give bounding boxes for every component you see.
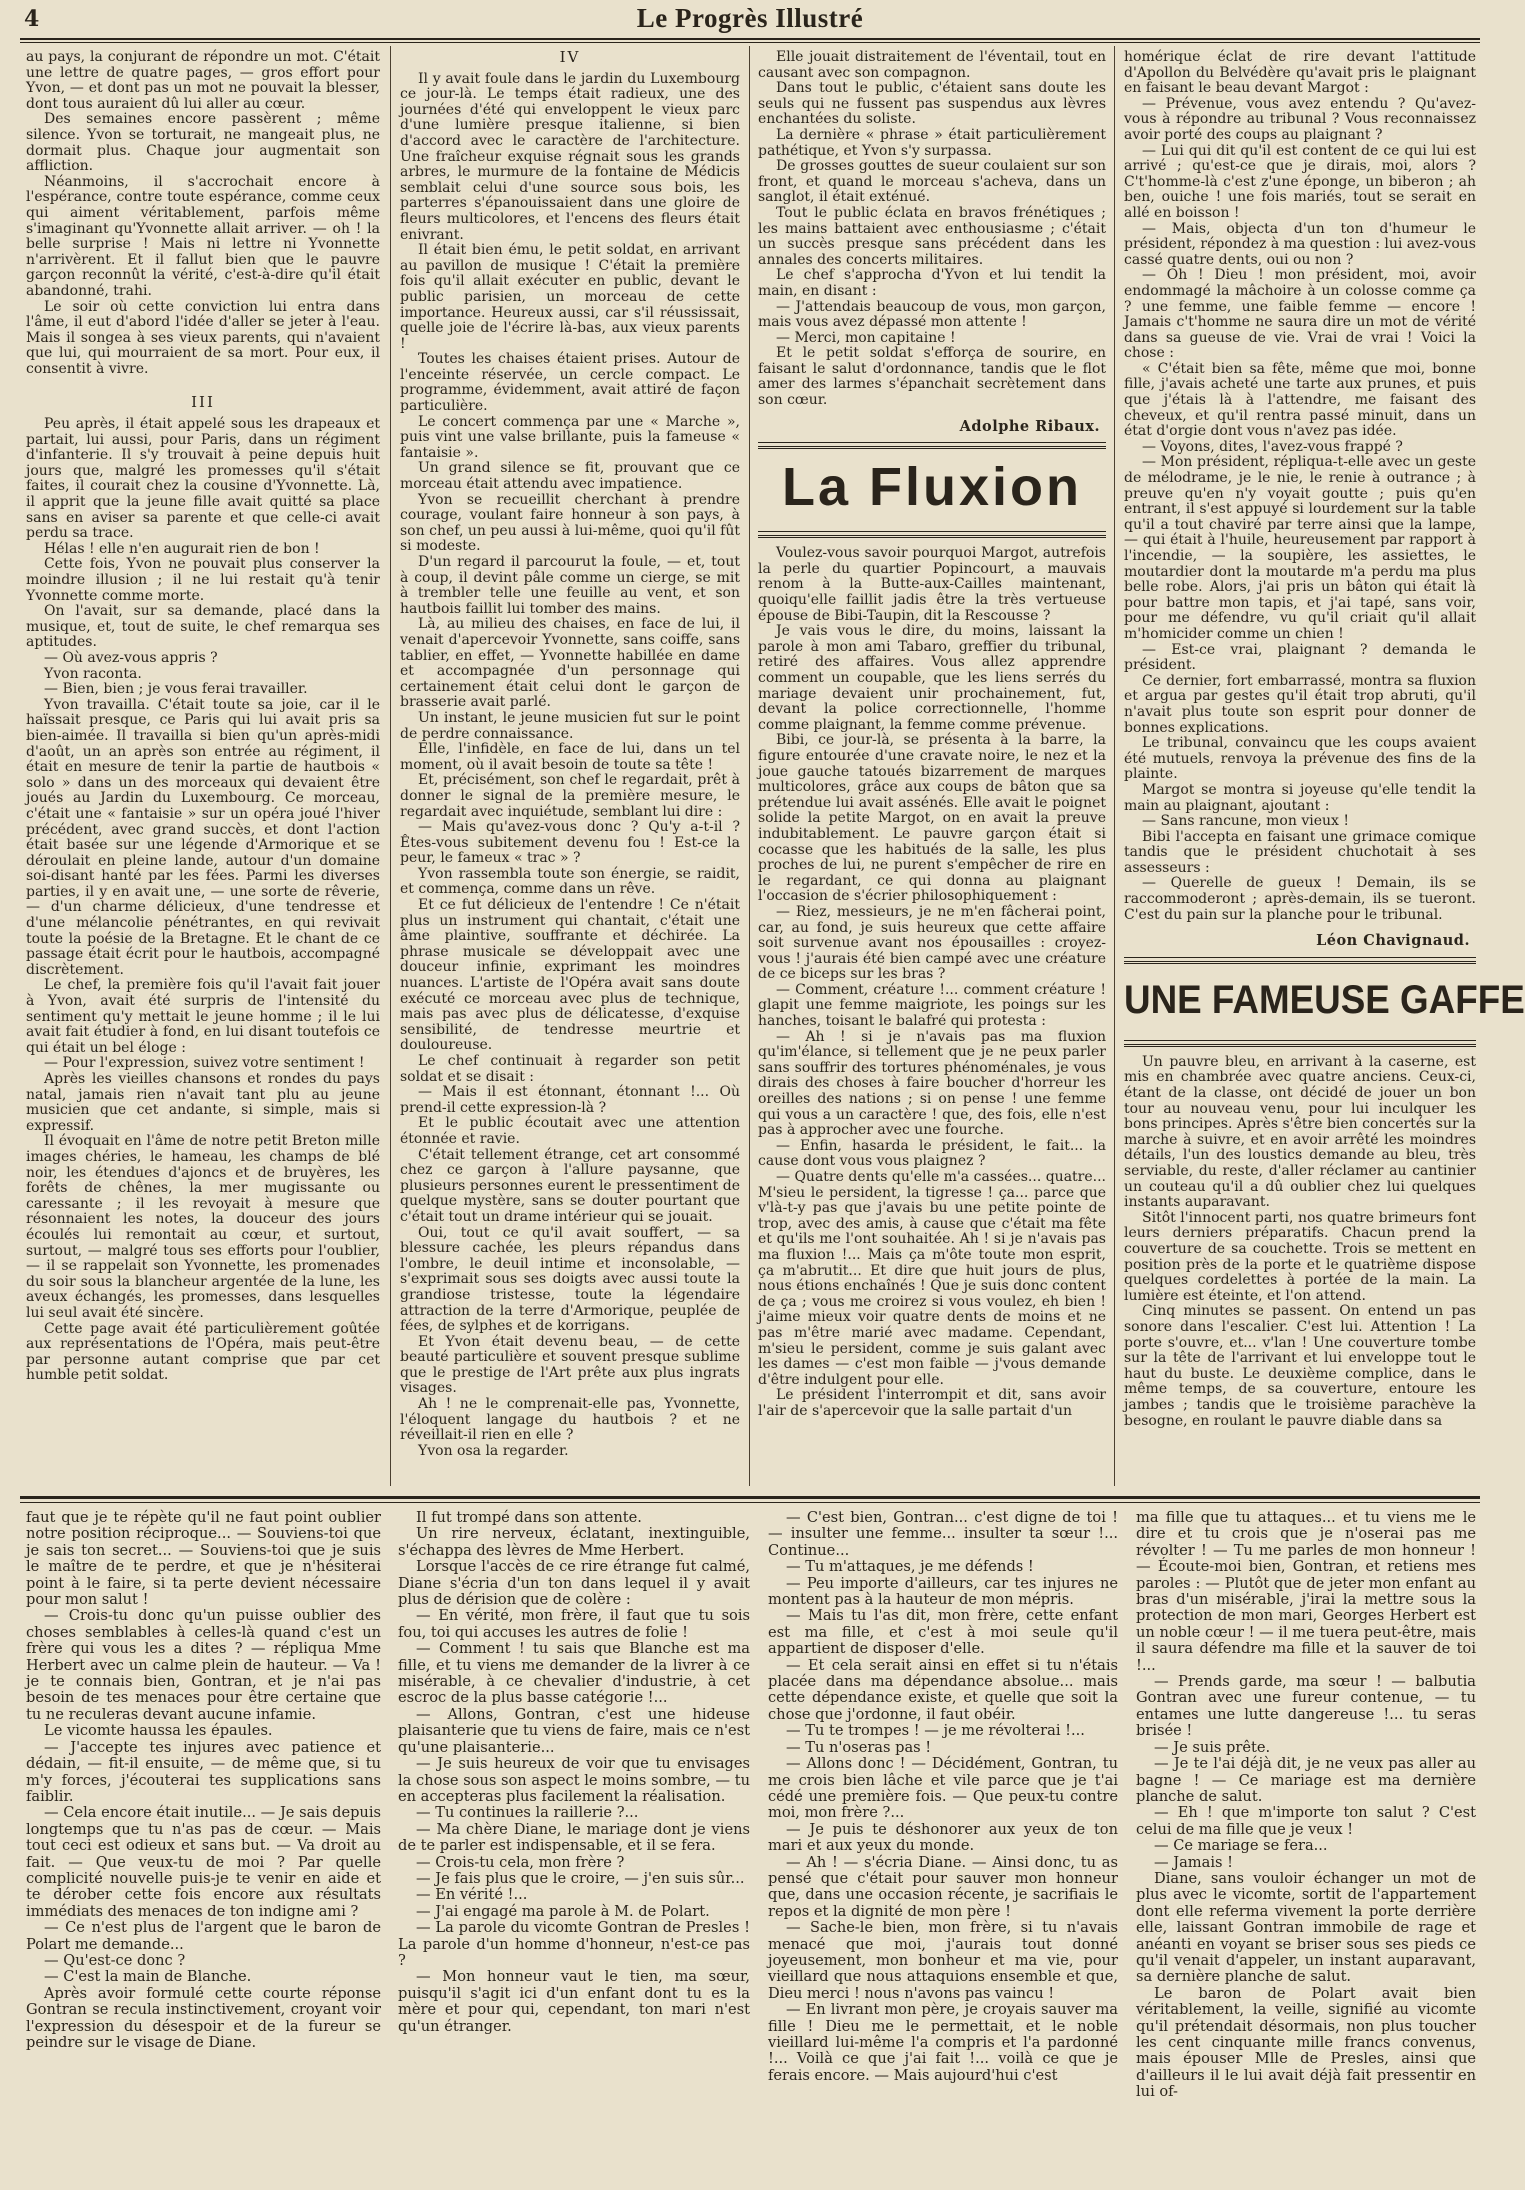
paragraph: Yvon osa la regarder. (418, 1442, 569, 1459)
paragraph: — Tu te trompes ! — je me révolterai !... (786, 1722, 1085, 1740)
feuilleton-rule-thin (20, 1502, 1480, 1503)
paragraph: Néanmoins, il s'accrochait encore à l'espérance, contre toute espérance, comme ceux qui aiment véritablement, parfois même s'imaginant qu'Yvonnette allait arriver. — oh ! la belle surprise ! Mais ni lettre ni Yvonnette n'arrivèrent. Et il fallut bien que le pauvre garçon reconnût la vérité, c'est-à-dire qu'il était abandonné, trahi. (26, 173, 380, 299)
paragraph: Toutes les chaises étaient prises. Autour de l'enceinte réservée, un cercle compact. Le programme, évidemment, avait attiré de façon particulière. (400, 351, 740, 415)
paragraph: — Je puis te déshonorer aux yeux de ton mari et aux yeux du monde. (768, 1820, 1118, 1855)
paragraph: — Sans rancune, mon vieux ! (1142, 813, 1349, 830)
paragraph: Oui, tout ce qu'il avait souffert, — sa blessure cachée, les pleurs répandus dans l'ombre, le deuil intime et inconsolable, — s'exprimait sous ses doigts avec aussi toute la grandiose tristesse, toute la légendaire attraction de la terre d'Armorique, peuplée de fées, de sylphes et de korrigans. (400, 1224, 740, 1335)
column-2 (400, 50, 740, 1486)
paragraph: Cette page avait été particulièrement goûtée aux représentations de l'Opéra, mais peut-être par personne autant comprise que par cet humble petit soldat. (26, 1320, 380, 1384)
paragraph: Un rire nerveux, éclatant, inextinguible, s'échappa des lèvres de Mme Herbert. (398, 1525, 750, 1559)
paragraph: — Mais il est étonnant, étonnant !... Où prend-il cette expression-là ? (400, 1084, 740, 1116)
paragraph: — Je te l'ai déjà dit, je ne veux pas aller au bagne ! — Ce mariage est ma dernière planche de salut. (1136, 1755, 1476, 1805)
paragraph: — En vérité, mon frère, il faut que tu sois fou, toi qui accuses les autres de folie ! (398, 1607, 750, 1641)
paragraph: — Je suis heureux de voir que tu envisages la chose sous son aspect le moins sombre, — tu en accepteras plus facilement la réalisation. (398, 1755, 750, 1805)
paragraph: Le chef, la première fois qu'il l'avait fait jouer à Yvon, avait été surpris de l'intensité du sentiment qu'y mettait le jeune homme ; il le lui avait fait étudier à fond, en lui disant toutefois ce qui était un bel éloge : (26, 977, 380, 1056)
paragraph: — Mais, objecta d'un ton d'humeur le président, répondez à ma question : lui avez-vous cassé quatre dents, oui ou non ? (1124, 220, 1476, 268)
paragraph: Un instant, le jeune musicien fut sur le point de perdre connaissance. (400, 709, 740, 742)
paragraph: — Cela encore était inutile... — Je sais depuis longtemps que tu n'as pas de cœur. — Mais tout ceci est odieux et sans but. — Va droit au fait. — Que veux-tu de moi ? Par quelle complicité nouvelle puis-je te venir en aide et te dérober cette fois encore aux résultats immédiats des menaces de ton indigne ami ? (26, 1804, 381, 1920)
paragraph: — Allons, Gontran, c'est une hideuse plaisanterie que tu viens de faire, mais ce n'est qu'une plaisanterie... (398, 1705, 750, 1756)
paragraph: Ah ! ne le comprenait-elle pas, Yvonnette, l'éloquent langage du hautbois ? et ne réveillait-il rien en elle ? (400, 1396, 740, 1444)
paragraph: — Comment, créature !... comment créature ! glapit une femme maigriote, les poings sur les hanches, toisant le balafré qui protesta : (758, 981, 1106, 1030)
paragraph: homérique éclat de rire devant l'attitude d'Apollon du Belvédère qu'avait pris le plaignant en faisant le beau devant Margot : (1124, 49, 1476, 97)
paragraph: — Tu n'oseras pas ! (786, 1738, 932, 1756)
paragraph: — Mais qu'avez-vous donc ? Qu'y a-t-il ? Êtes-vous subitement devenu fou ! Est-ce la peur, le fameux « trac » ? (400, 819, 740, 867)
paragraph: Un pauvre bleu, en arrivant à la caserne, est mis en chambrée avec quatre anciens. Ceux-ci, étant de la classe, ont décidé de jouer un bon tour au nouveau venu, pour lui inculquer les bons principes. Après s'être bien concertés sur la marche à suivre, et en avoir arrêté les moindres détails, l'un des loustics demande au bleu, très serviable, du reste, d'aller réclamer au cantinier un couteau qu'il a dû oublier chez lui quelques instants auparavant. (1124, 1053, 1476, 1211)
paragraph: Et ce fut délicieux de l'entendre ! Ce n'était plus un instrument qui chantait, c'était une âme plaintive, souffrante et déchirée. La phrase musicale se développait avec une douceur infinie, exprimant les moindres nuances. L'artiste de l'Opéra avait sans doute exécuté ce morceau avec plus de technique, mais pas avec plus de délicatesse, d'exquise sensibilité, de tendresse meurtrie et douloureuse. (400, 897, 740, 1054)
story-divider (758, 442, 1106, 449)
column-rule (390, 46, 391, 1486)
feuilleton-rule (20, 1496, 1480, 1499)
paragraph: — J'ai engagé ma parole à M. de Polart. (416, 1902, 710, 1920)
paragraph: — Ma chère Diane, le mariage dont je viens de te parler est indispensable, et il se fera. (398, 1820, 750, 1855)
story-divider (758, 531, 1106, 538)
paragraph: — C'est bien, Gontran... c'est digne de toi ! — insulter une femme... insulter ta sœur !... Continue... (768, 1509, 1118, 1559)
paragraph: — Je fais plus que le croire, — j'en suis sûr... (416, 1869, 745, 1887)
paragraph: Un grand silence se fit, prouvant que ce morceau était attendu avec impatience. (400, 460, 740, 493)
paragraph: — Voyons, dites, l'avez-vous frappé ? (1142, 438, 1403, 455)
paragraph: — Eh ! que m'importe ton salut ? C'est celui de ma fille que je veux ! (1136, 1804, 1476, 1838)
paragraph: Voulez-vous savoir pourquoi Margot, autrefois la perle du quartier Popincourt, a mauvais renom à la Butte-aux-Cailles maintenant, quoiqu'elle faillit jadis être la très vertueuse épouse de Bibi-Taupin, dit la Rescousse ? (758, 545, 1106, 624)
paragraph: Je vais vous le dire, du moins, laissant la parole à mon ami Tabaro, greffier du tribunal, retiré des affaires. Vous allez apprendre comment un coupable, que les liens serrés du mariage devaient unir prochainement, fut, devant la police correctionnelle, l'homme comme plaignant, la femme comme prévenue. (758, 623, 1106, 733)
paragraph: Peu après, il était appelé sous les drapeaux et partait, lui aussi, pour Paris, dans un régiment d'infanterie. Il s'y trouvait à peine depuis huit jours que, malgré les promesses qu'il s'était faites, il courait chez la cousine d'Yvonnette. Là, il apprit que la jeune fille avait quitté sa place sans en aviser sa parente et que celle-ci avait perdu sa trace. (26, 416, 380, 542)
paragraph: — Crois-tu cela, mon frère ? (416, 1853, 625, 1871)
paragraph: D'un regard il parcourut la foule, — et, tout à coup, il devint pâle comme un cierge, se mit à trembler telle une feuille au vent, et son hautbois faillit lui tomber des mains. (400, 554, 740, 617)
paragraph: — Querelle de gueux ! Demain, ils se raccommoderont ; après-demain, ils se tueront. C'est du pain sur la planche pour le tribunal. (1124, 875, 1476, 923)
paragraph: — Enfin, hasarda le président, le fait... la cause dont vous vous plaignez ? (758, 1137, 1106, 1170)
paragraph: Sitôt l'innocent parti, nos quatre brimeurs font leurs derniers préparatifs. Chacun prend la couverture de sa couchette. Trois se mettent en position près de la porte et le quatrième dispose quelques cordelettes à portée de la main. La lumière est éteinte, et l'on attend. (1124, 1209, 1476, 1304)
section-number: III (191, 393, 215, 412)
paragraph: Cette fois, Yvon ne pouvait plus conserver la moindre illusion ; il ne lui restait qu'à tenir Yvonnette comme morte. (26, 556, 380, 604)
paragraph: — Merci, mon capitaine ! (776, 329, 956, 346)
paragraph: — Ah ! — s'écria Diane. — Ainsi donc, tu as pensé que c'était pour sauver mon honneur que, dans une occasion récente, je sacrifiais le repos et la dignité de mon père ! (768, 1853, 1118, 1920)
paragraph: Le chef s'approcha d'Yvon et lui tendit la main, en disant : (758, 267, 1106, 299)
paragraph: Le président l'interrompit et dit, sans avoir l'air de s'apercevoir que la salle partait d'un (758, 1387, 1106, 1419)
paragraph: Hélas ! elle n'en augurait rien de bon ! (44, 540, 320, 557)
paragraph: Diane, sans vouloir échanger un mot de plus avec le vicomte, sortit de l'appartement dont elle referma vivement la porte derrière elle, laissant Gontran immobile de rage et anéanti en voyant se briser sous ses pieds ce qu'il venait d'appeler, un instant auparavant, sa dernière planche de salut. (1136, 1869, 1476, 1986)
paragraph: Il était bien ému, le petit soldat, en arrivant au pavillon de musique ! C'était la première fois qu'il allait exécuter en public, devant le public parisien, un morceau de cette importance. Heureux aussi, car s'il réussissait, quelle joie de l'écrire là-bas, aux vieux parents ! (400, 242, 740, 352)
paragraph: — Jamais ! (1154, 1853, 1233, 1871)
paragraph: Et Yvon était devenu beau, — de cette beauté particulière et souvent presque sublime que le prestige de l'Art prête aux plus ingrats visages. (400, 1333, 740, 1397)
paragraph: Cinq minutes se passent. On entend un pas sonore dans l'escalier. C'est lui. Attention ! La porte s'ouvre, et... v'lan ! Une couverture tombe sur la tête de l'arrivant et lui enveloppe tout le haut du buste. Le deuxième complice, dans le même temps, de sa couverture, entoure les jambes ; tandis que le troisième parachève la besogne, en roulant le pauvre diable dans sa (1124, 1303, 1476, 1429)
paragraph: Yvon raconta. (44, 665, 142, 682)
paragraph: — Ce n'est plus de l'argent que le baron de Polart me demande... (26, 1919, 381, 1953)
paragraph: Et, précisément, son chef le regardait, prêt à donner le signal de la première mesure, le regardait avec inquiétude, semblant lui dire : (400, 772, 740, 820)
feuilleton-column-3 (768, 1510, 1118, 2180)
paragraph: « C'était bien sa fête, même que moi, bonne fille, j'avais acheté une tarte aux prunes, et puis que j'étais là à l'attendre, me faisant des cheveux, et qu'il rentra passé minuit, dans un état d'orgie dont vous n'avez pas idée. (1124, 360, 1476, 440)
paragraph: — Crois-tu donc qu'un puisse oublier des choses semblables à celles-là quand c'est un frère qui vous les a dites ? — répliqua Mme Herbert avec un calme plein de hauteur. — Va ! je te connais bien, Gontran, et je n'ai pas besoin de tes menaces pour être certaine que tu ne reculeras devant aucune infamie. (26, 1607, 381, 1723)
paragraph: Il évoquait en l'âme de notre petit Breton mille images chéries, le hameau, les champs de blé noir, les étendues d'ajoncs et de bruyères, les forêts de chênes, la mer mugissante ou caressante ; il les revoyait à mesure que résonnaient les notes, la douceur des jours écoulés lui remontait au cœur, et surtout, surtout, — malgré tous ses efforts pour l'oublier, — il se rappelait son Yvonnette, les promenades du soir sous la blancheur argentée de la lune, les aveux échangés, les promesses, dans lesquelles lui seul avait été sincère. (26, 1133, 380, 1321)
paragraph: ma fille que tu attaques... et tu viens me le dire et tu crois que je n'oserai pas me révolter ! — Tu me parles de mon honneur ! — Écoute-moi bien, Gontran, et retiens mes paroles : — Plutôt que de jeter mon enfant au bras d'un misérable, j'irai la mettre sous la protection de mon mari, Georges Herbert est un noble cœur ! — il me tuera peut-être, mais il saura défendre ma fille et la sauver de toi !... (1136, 1509, 1476, 1674)
paragraph: — J'attendais beaucoup de vous, mon garçon, mais vous avez dépassé mon attente ! (758, 298, 1106, 331)
paragraph: Après avoir formulé cette courte réponse Gontran se recula instinctivement, croyant voir l'expression du désespoir et de la fureur se peindre sur le visage de Diane. (26, 1984, 381, 2051)
feuilleton-column-4 (1136, 1510, 1476, 2180)
paragraph: Il y avait foule dans le jardin du Luxembourg ce jour-là. Le temps était radieux, une des journées d'été qui enveloppent le vieux parc d'une lumière presque italienne, si bien d'accord avec le caractère de l'architecture. Une fraîcheur exquise régnait sous les grands arbres, le murmure de la fontaine de Médicis semblait celui d'une source sous bois, les parterres s'épanouissaient dans une gloire de fleurs multicolores, et l'encens des fleurs était enivrant. (400, 70, 740, 243)
paragraph: — Mais tu l'as dit, mon frère, cette enfant est ma fille, et c'est à moi seule qu'il appartient de disposer d'elle. (768, 1607, 1118, 1658)
column-4 (1124, 49, 1525, 1486)
paragraph: Il fut trompé dans son attente. (416, 1509, 642, 1526)
paragraph: — Et cela serait ainsi en effet si tu n'étais placée dans ma dépendance absolue... mais cette dépendance existe, et quelle que soit la chose que j'ordonne, il faut obéir. (768, 1656, 1118, 1723)
column-1 (26, 50, 380, 1486)
author-signature: Léon Chavignaud. (1316, 932, 1470, 950)
paragraph: Et le petit soldat s'efforça de sourire, en faisant le salut d'ordonnance, tandis que le flot amer des larmes s'épanchait secrètement dans son cœur. (758, 345, 1106, 409)
header-rule (20, 38, 1480, 40)
paragraph: — Tu continues la raillerie ?... (416, 1804, 639, 1822)
paragraph: — Comment ! tu sais que Blanche est ma fille, et tu viens me demander de la livrer à ce misérable, à ce chevalier d'industrie, à cet escroc de la plus basse catégorie !... (398, 1640, 750, 1707)
page-header (0, 0, 1500, 40)
paragraph: La dernière « phrase » était particulièrement pathétique, et Yvon s'y surpassa. (758, 126, 1106, 159)
column-rule (749, 46, 750, 1486)
paragraph: C'était tellement étrange, cet art consommé chez ce garçon à l'allure paysanne, que plusieurs personnes eurent le pressentiment de quelque mystère, sans se douter pourtant que c'était tout un drame intérieur qui se jouait. (400, 1146, 740, 1225)
story-divider (1124, 957, 1476, 964)
paragraph: — Peu importe d'ailleurs, car tes injures ne montent pas à la hauteur de mon mépris. (768, 1574, 1118, 1609)
paragraph: — Quatre dents qu'elle m'a cassées... quatre... M'sieu le persident, la tigresse ! ça... parce que v'là-t-y pas que j'avais bu une petite pointe de trop, avec des amis, à cause que c'était ma fête et qu'ils me l'ont souhaitée. Ah ! si je n'avais pas ma fluxion !... Mais ça m'ôte toute mon esprit, ça m'abrutit... Et dire que huit jours de plus, nous étions enchaînés ! Que je suis donc content de ça ; vous me croirez si vous voulez, eh bien ! j'aime mieux voir quatre dents de moins et ne pas m'être marié avec madame. Cependant, m'sieu le persident, comme je suis galant avec les dames — c'est mon faible — j'vous demande d'être indulgent pour elle. (758, 1169, 1106, 1388)
paragraph: Après les vieilles chansons et rondes du pays natal, jamais rien n'avait tant plu au jeune musicien que cet andante, si simple, mais si expressif. (26, 1071, 380, 1134)
story-title: UNE FAMEUSE GAFFE (1124, 977, 1525, 1022)
paragraph: Le chef continuait à regarder son petit soldat et se disait : (400, 1053, 740, 1085)
paragraph: Elle, l'infidèle, en face de lui, dans un tel moment, où il avait besoin de toute sa tête ! (400, 741, 740, 773)
paragraph: — Riez, messieurs, je ne m'en fâcherai point, car, au fond, je suis heureux que cette affaire soit survenue avant nos épousailles : croyez-vous ! j'aurais été bien campé avec une créature de ce biceps sur les bras ? (758, 903, 1106, 983)
paragraph: — Prévenue, vous avez entendu ? Qu'avez-vous à répondre au tribunal ? Vous reconnaissez avoir porté des coups au plaignant ? (1124, 95, 1476, 143)
paragraph: Yvon rassembla toute son énergie, se raidit, et commença, comme dans un rêve. (400, 865, 740, 898)
paragraph: Ce dernier, fort embarrassé, montra sa fluxion et argua par gestes qu'il était trop abruti, qu'il n'avait plus toute son esprit pour donner de bonnes explications. (1124, 672, 1476, 736)
paragraph: Le concert commença par une « Marche », puis vint une valse brillante, puis la fameuse « fantaisie ». (400, 413, 740, 461)
paragraph: Yvon travailla. C'était toute sa joie, car il le haïssait presque, ce Paris qui lui avait pris sa bien-aimée. Il travailla si bien qu'un après-midi d'août, un an après son entrée au régiment, il était en mesure de tenir la partie de hautbois « solo » dans un des morceaux qui devaient être joués au Jardin du Luxembourg. Ce morceau, c'était une « fantaisie » sur un opéra joué l'hiver précédent, avec grand succès, et dont l'action était basée sur une légende d'Armorique et se déroulait en pleine lande, autour d'un domaine soi-disant hanté par les fées. Parmi les diverses parties, il y en avait une, — une sorte de rêverie, — d'un charme délicieux, d'une tendresse et d'une mélancolie pénétrantes, en qui revivait toute la poésie de la Bretagne. Et le chant de ce passage était écrit pour le hautbois, accompagné discrètement. (26, 696, 380, 978)
paragraph: au pays, la conjurant de répondre un mot. C'était une lettre de quatre pages, — gros effort pour Yvon, — et dont pas un mot ne pouvait la blesser, dont tous auraient dû lui aller au cœur. (26, 49, 380, 112)
paragraph: — Lui qui dit qu'il est content de ce qui lui est arrivé ; qu'est-ce que je dirais, moi, alors ? C't'homme-là c'est z'une éponge, un biberon ; ah ben, ouiche ! une fois mariés, tout se serait en allé en boisson ! (1124, 142, 1476, 221)
paragraph: — Oh ! Dieu ! mon président, moi, avoir endommagé la mâchoire à un colosse comme ça ? une femme, une faible femme — encore ! Jamais c't'homme ne saura dire un mot de vérité dans sa gueuse de vie. Vrai de vrai ! Voici la chose : (1124, 267, 1476, 362)
paragraph: Le baron de Polart avait bien véritablement, la veille, signifié au vicomte qu'il prétendait désormais, non plus toucher les cent cinquante mille francs convenus, mais épouser Mlle de Presles, ainsi que d'ailleurs il le lui avait déjà fait pressentir en lui of- (1136, 1984, 1476, 2101)
feuilleton-column-2 (398, 1510, 750, 2180)
paragraph: Margot se montra si joyeuse qu'elle tendit la main au plaignant, ajoutant : (1124, 781, 1476, 814)
section-number: IV (559, 48, 581, 66)
author-signature: Adolphe Ribaux. (959, 417, 1100, 435)
paragraph: Et le public écoutait avec une attention étonnée et ravie. (400, 1115, 740, 1147)
masthead-title: Le Progrès Illustré (636, 3, 864, 33)
paragraph: — Allons donc ! — Décidément, Gontran, tu me crois bien lâche et vile parce que je t'ai cédé une première fois. — Que peux-tu contre moi, mon frère ?... (768, 1755, 1118, 1822)
paragraph: — Mon honneur vaut le tien, ma sœur, puisqu'il s'agit ici d'un enfant dont tu es la mère et pour qui, cependant, ton mari n'est qu'un étranger. (398, 1968, 750, 2035)
paragraph: — Mon président, répliqua-t-elle avec un geste de mélodrame, je le nie, le renie à outrance ; à preuve qu'en n'y voyait goutte ; puis qu'en entrant, il s'est appuyé si lourdement sur la table qu'il a tout chaviré par terre ainsi que la lampe, — qui était à l'huile, heureusement par rapport à l'incendie, — la soupière, les assiettes, le moutardier dont la moutarde m'a perdu ma plus belle robe. Alors, j'ai pris un bâton qui était là pour battre mon tapis, et j'ai tapé, sans voir, pour me défendre, vu qu'il criait qu'il allait m'homicider comme un chien ! (1124, 454, 1476, 642)
column-3 (758, 50, 1106, 1486)
paragraph: Tout le public éclata en bravos frénétiques ; les mains battaient avec enthousiasme ; c'était un succès presque sans précédent dans les annales des concerts militaires. (758, 204, 1106, 268)
paragraph: Bibi, ce jour-là, se présenta à la barre, la figure entourée d'une cravate noire, le nez et la joue gauche tatoués bizarrement de marques multicolores, grâce aux coups de bâton que sa prétendue lui avait assénés. Elle avait le poignet solide la petite Margot, on en avait la preuve indubitablement. Le pauvre garçon était si cocasse que les habitués de la salle, les plus proches de lui, ne purent s'empêcher de rire en le regardant, ce qui donna au plaignant l'occasion de s'écrier philosophiquement : (758, 732, 1106, 905)
paragraph: — C'est la main de Blanche. (44, 1968, 252, 1986)
paragraph: Le soir où cette conviction lui entra dans l'âme, il eut d'abord l'idée d'aller se jeter à l'eau. Mais il songea à ses vieux parents, qui n'avaient que lui, qui mourraient de sa mort. Pour eux, il consentit à vivre. (26, 298, 380, 377)
paragraph: — Est-ce vrai, plaignant ? demanda le président. (1124, 641, 1476, 674)
paragraph: — J'accepte tes injures avec patience et dédain, — fit-il ensuite, — de même que, si tu m'y forces, j'écouterai tes supplications sans faiblir. (26, 1738, 381, 1805)
paragraph: — La parole du vicomte Gontran de Presles ! La parole d'un homme d'honneur, n'est-ce pas ? (398, 1919, 750, 1969)
paragraph: — En vérité !... (416, 1886, 528, 1904)
paragraph: faut que je te répète qu'il ne faut point oublier notre position réciproque... — Souviens-toi que je sais ton secret... — Souviens-toi que je suis le maître de te perdre, et que je n'hésiterai point à le faire, si ta perte devient nécessaire pour mon salut ! (26, 1509, 381, 1609)
paragraph: — Ah ! si je n'avais pas ma fluxion qu'im'élance, si tellement que je ne peux parler sans souffrir des tortures phénoménales, je vous dirais des choses à faire boucher d'horreur les oreilles des nations ; si on pense ! une femme qui vous a un caractère ! que, des fois, elle n'est pas à approcher avec une fourche. (758, 1028, 1106, 1139)
paragraph: Bibi l'accepta en faisant une grimace comique tandis que le président chuchotait à ses assesseurs : (1124, 828, 1476, 876)
paragraph: Dans tout le public, c'étaient sans doute les seuls qui ne fussent pas suspendus aux lèvres enchantées du soliste. (758, 80, 1106, 128)
paragraph: On l'avait, sur sa demande, placé dans la musique, et, tout de suite, le chef remarqua ses aptitudes. (26, 603, 380, 651)
paragraph: Le tribunal, convaincu que les coups avaient été mutuels, renvoya la prévenue des fins de la plainte. (1124, 735, 1476, 783)
paragraph: — Sache-le bien, mon frère, si tu n'avais menacé que moi, j'aurais tout donné joyeusement, mon bonheur et ma vie, pour vieillard que nous attaquions ensemble et que, Dieu merci ! nous n'avons pas vaincu ! (768, 1919, 1118, 2002)
page-number: 4 (24, 6, 40, 32)
paragraph: — Qu'est-ce donc ? (44, 1951, 186, 1969)
paragraph: — Prends garde, ma sœur ! — balbutia Gontran avec une fureur contenue, — tu entames une lutte dangereuse !... tu seras brisée ! (1136, 1673, 1476, 1740)
paragraph: Là, au milieu des chaises, en face de lui, il venait d'apercevoir Yvonnette, sans coiffe, sans tablier, en effet, — Yvonnette habillée en dame et accompagnée d'un personnage qui certainement était celui dont le garçon de brasserie avait parlé. (400, 616, 740, 711)
paragraph: De grosses gouttes de sueur coulaient sur son front, et quand le morceau s'acheva, dans un sanglot, il était exténué. (758, 158, 1106, 206)
paragraph: — Je suis prête. (1154, 1738, 1271, 1756)
story-title: La Fluxion (782, 457, 1082, 518)
paragraph: Elle jouait distraitement de l'éventail, tout en causant avec son compagnon. (758, 49, 1106, 81)
paragraph: — Ce mariage se fera... (1154, 1837, 1328, 1855)
paragraph: — Bien, bien ; je vous ferai travailler. (44, 681, 308, 698)
paragraph: Yvon se recueillit cherchant à prendre courage, voulant faire honneur à son pays, à son chef, un peu aussi à lui-même, quoi qu'il fût si modeste. (400, 491, 740, 555)
paragraph: — Tu m'attaques, je me défends ! (786, 1558, 1034, 1576)
paragraph: Des semaines encore passèrent ; même silence. Yvon se torturait, ne mangeait plus, ne dormait plus. Chaque jour augmentait son affliction. (26, 111, 380, 175)
paragraph: — Pour l'expression, suivez votre sentiment ! (44, 1055, 365, 1072)
paragraph: Le vicomte haussa les épaules. (44, 1722, 273, 1740)
feuilleton-column-1 (26, 1510, 381, 2180)
header-rule-thin (20, 42, 1480, 43)
column-rule (1114, 46, 1115, 1486)
paragraph: — En livrant mon père, je croyais sauver ma fille ! Dieu me le permettait, et le noble vieillard lui-même l'a compris et l'a pardonné !... Voilà ce que j'ai fait !... voilà ce que je ferais encore. — Mais aujourd'hui c'est (768, 2001, 1118, 2084)
paragraph: Lorsque l'accès de ce rire étrange fut calmé, Diane s'écria d'un ton dans lequel il y avait plus de dérision que de colère : (398, 1558, 750, 1609)
paragraph: — Où avez-vous appris ? (44, 649, 218, 666)
story-divider (1124, 1040, 1476, 1047)
